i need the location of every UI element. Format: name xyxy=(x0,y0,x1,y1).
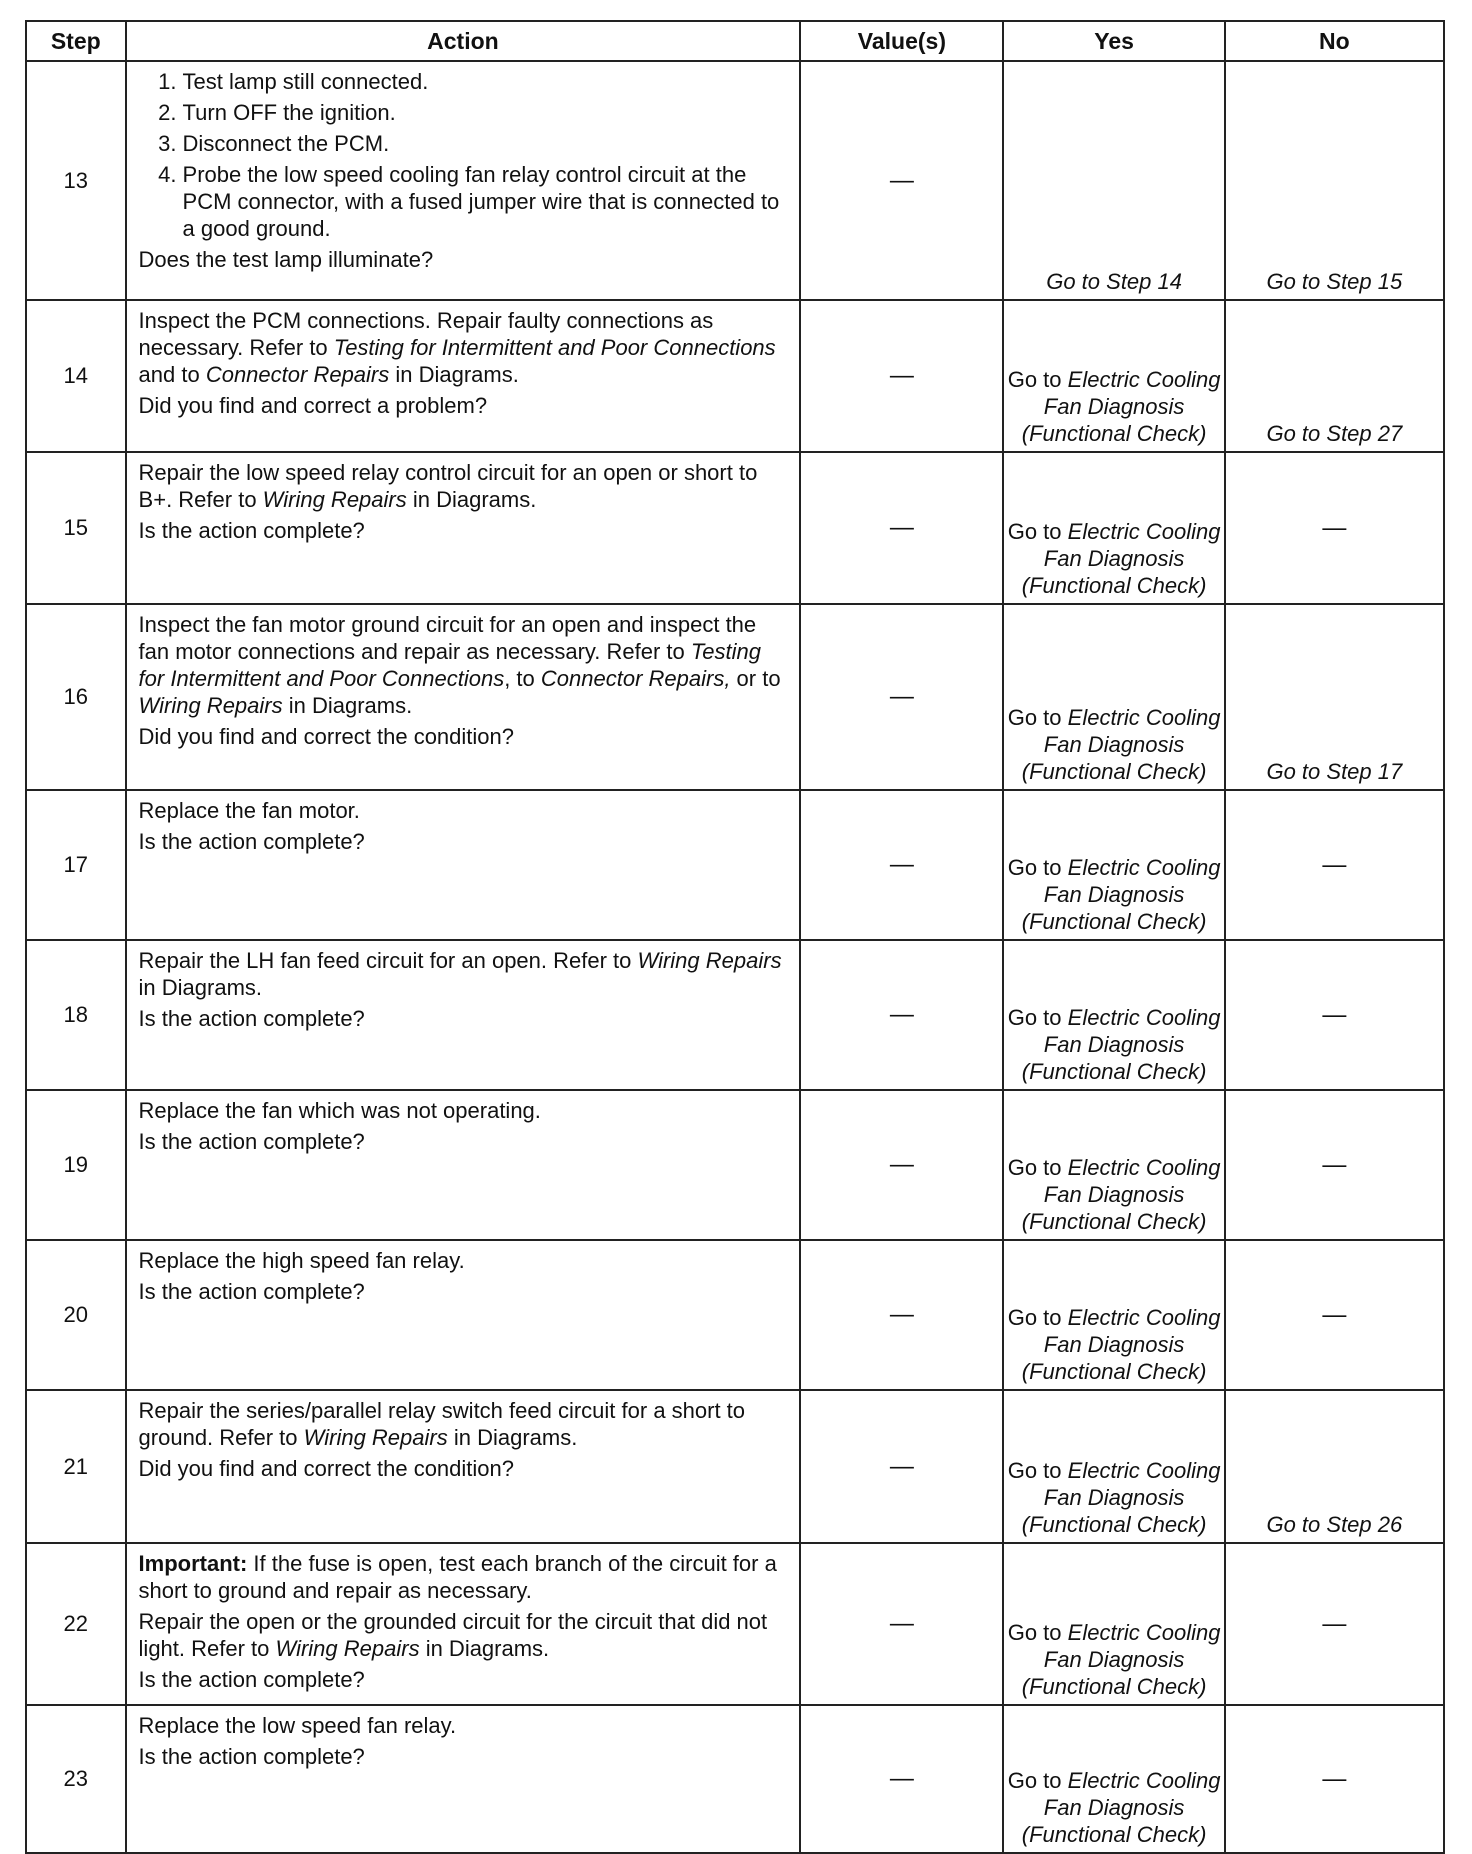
action-cell xyxy=(126,1390,801,1543)
no-goto-step: Go to Step 15 xyxy=(1266,269,1403,294)
action-cell xyxy=(126,604,801,790)
diagnostic-table xyxy=(25,20,1445,1854)
yes-goto: Go to Electric Cooling Fan Diagnosis (Functional Check) xyxy=(1007,1620,1221,1699)
action-cell xyxy=(126,940,801,1090)
action-question: Is the action complete? xyxy=(138,829,365,854)
list-item: 3. Disconnect the PCM. xyxy=(183,130,790,157)
no-cell xyxy=(1225,1543,1444,1705)
yes-cell xyxy=(1003,1240,1224,1390)
action-question: Is the action complete? xyxy=(138,1667,365,1692)
no-dash: — xyxy=(1322,851,1347,879)
list-item: 2. Turn OFF the ignition. xyxy=(183,99,790,126)
step-number: 18 xyxy=(26,940,126,1090)
value-cell: — xyxy=(800,940,1003,1090)
no-cell xyxy=(1225,790,1444,940)
action-question: Is the action complete? xyxy=(138,518,365,543)
action-instruction: Repair the LH fan feed circuit for an open. Refer to Wiring Repairs in Diagrams. xyxy=(138,948,782,1000)
yes-cell xyxy=(1003,940,1224,1090)
action-question: Did you find and correct the condition? xyxy=(138,724,514,749)
table-row xyxy=(26,790,1444,940)
header-yes: Yes xyxy=(1003,21,1224,61)
value-cell: — xyxy=(800,790,1003,940)
no-dash: — xyxy=(1322,1001,1347,1029)
action-cell xyxy=(126,61,801,300)
action-cell xyxy=(126,452,801,604)
yes-goto: Go to Electric Cooling Fan Diagnosis (Functional Check) xyxy=(1007,855,1221,934)
step-number: 19 xyxy=(26,1090,126,1240)
no-cell xyxy=(1225,1090,1444,1240)
action-question: Is the action complete? xyxy=(138,1744,365,1769)
table-row xyxy=(26,940,1444,1090)
yes-goto: Go to Electric Cooling Fan Diagnosis (Functional Check) xyxy=(1007,519,1221,598)
action-list xyxy=(139,68,790,242)
yes-cell xyxy=(1003,604,1224,790)
action-instruction: Replace the high speed fan relay. xyxy=(138,1248,465,1273)
table-row xyxy=(26,1240,1444,1390)
value-cell: — xyxy=(800,1390,1003,1543)
no-cell xyxy=(1225,1705,1444,1853)
action-instruction: Replace the fan which was not operating. xyxy=(138,1098,541,1123)
table-row xyxy=(26,452,1444,604)
step-number: 16 xyxy=(26,604,126,790)
action-cell xyxy=(126,1543,801,1705)
header-no: No xyxy=(1225,21,1444,61)
no-dash: — xyxy=(1322,1151,1347,1179)
value-cell: — xyxy=(800,1543,1003,1705)
action-instruction: Inspect the fan motor ground circuit for an open and inspect the fan motor connections and repair as necessary. Refer to Testing for Intermittent and Poor Connections, to Connector Repairs, or to Wiring Repairs in Diagrams. xyxy=(138,612,781,718)
yes-cell xyxy=(1003,300,1224,452)
yes-cell xyxy=(1003,452,1224,604)
no-cell xyxy=(1225,940,1444,1090)
action-question: Is the action complete? xyxy=(138,1129,365,1154)
step-number: 15 xyxy=(26,452,126,604)
step-number: 17 xyxy=(26,790,126,940)
no-cell xyxy=(1225,604,1444,790)
step-number: 22 xyxy=(26,1543,126,1705)
action-cell xyxy=(126,1090,801,1240)
no-dash: — xyxy=(1322,514,1347,542)
yes-cell xyxy=(1003,1090,1224,1240)
value-cell: — xyxy=(800,604,1003,790)
action-instruction: Replace the low speed fan relay. xyxy=(138,1713,457,1738)
header-action: Action xyxy=(126,21,801,61)
table-row xyxy=(26,61,1444,300)
table-row xyxy=(26,1705,1444,1853)
header-row xyxy=(26,21,1444,61)
action-question: Is the action complete? xyxy=(138,1279,365,1304)
no-cell xyxy=(1225,61,1444,300)
no-goto-step: Go to Step 26 xyxy=(1266,1512,1403,1537)
action-question: Does the test lamp illuminate? xyxy=(138,247,434,272)
action-question: Did you find and correct the condition? xyxy=(138,1456,514,1481)
action-question: Did you find and correct a problem? xyxy=(138,393,488,418)
no-cell xyxy=(1225,452,1444,604)
table-row xyxy=(26,1390,1444,1543)
action-cell xyxy=(126,1240,801,1390)
yes-cell xyxy=(1003,61,1224,300)
table-row xyxy=(26,1090,1444,1240)
yes-goto: Go to Electric Cooling Fan Diagnosis (Functional Check) xyxy=(1007,1768,1221,1847)
yes-cell xyxy=(1003,790,1224,940)
yes-goto: Go to Electric Cooling Fan Diagnosis (Functional Check) xyxy=(1007,367,1221,446)
step-number: 14 xyxy=(26,300,126,452)
step-number: 20 xyxy=(26,1240,126,1390)
yes-goto: Go to Electric Cooling Fan Diagnosis (Functional Check) xyxy=(1007,1458,1221,1537)
action-question: Is the action complete? xyxy=(138,1006,365,1031)
yes-goto: Go to Electric Cooling Fan Diagnosis (Functional Check) xyxy=(1007,705,1221,784)
action-instruction: Repair the series/parallel relay switch feed circuit for a short to ground. Refer to Wiring Repairs in Diagrams. xyxy=(138,1398,746,1450)
no-goto-step: Go to Step 27 xyxy=(1266,421,1403,446)
no-dash: — xyxy=(1322,1301,1347,1329)
yes-cell xyxy=(1003,1543,1224,1705)
action-cell xyxy=(126,790,801,940)
header-step: Step xyxy=(26,21,126,61)
yes-goto: Go to Electric Cooling Fan Diagnosis (Functional Check) xyxy=(1007,1155,1221,1234)
no-cell xyxy=(1225,300,1444,452)
no-cell xyxy=(1225,1240,1444,1390)
value-cell: — xyxy=(800,300,1003,452)
step-number: 21 xyxy=(26,1390,126,1543)
value-cell: — xyxy=(800,1090,1003,1240)
step-number: 23 xyxy=(26,1705,126,1853)
no-cell xyxy=(1225,1390,1444,1543)
action-cell xyxy=(126,1705,801,1853)
table-row xyxy=(26,300,1444,452)
action-instruction: Replace the fan motor. xyxy=(138,798,360,823)
value-cell: — xyxy=(800,61,1003,300)
action-instruction: Repair the open or the grounded circuit for the circuit that did not light. Refer to Wiring Repairs in Diagrams. xyxy=(138,1609,768,1661)
yes-goto-step: Go to Step 14 xyxy=(1046,269,1182,294)
action-instruction: Inspect the PCM connections. Repair faulty connections as necessary. Refer to Testing for Intermittent and Poor Connections and to Connector Repairs in Diagrams. xyxy=(138,308,776,387)
yes-goto: Go to Electric Cooling Fan Diagnosis (Functional Check) xyxy=(1007,1305,1221,1384)
header-values: Value(s) xyxy=(800,21,1003,61)
action-cell xyxy=(126,300,801,452)
value-cell: — xyxy=(800,1705,1003,1853)
no-dash: — xyxy=(1322,1610,1347,1638)
step-number: 13 xyxy=(26,61,126,300)
no-dash: — xyxy=(1322,1765,1347,1793)
important-note: Important: If the fuse is open, test each branch of the circuit for a short to ground and repair as necessary. xyxy=(138,1551,777,1603)
table-row xyxy=(26,604,1444,790)
no-goto-step: Go to Step 17 xyxy=(1266,759,1403,784)
yes-cell xyxy=(1003,1390,1224,1543)
action-instruction: Repair the low speed relay control circuit for an open or short to B+. Refer to Wiring Repairs in Diagrams. xyxy=(138,460,758,512)
list-item: 1. Test lamp still connected. xyxy=(183,68,790,95)
list-item: 4. Probe the low speed cooling fan relay control circuit at the PCM connector, with a fused jumper wire that is connected to a good ground. xyxy=(183,161,790,242)
table-row xyxy=(26,1543,1444,1705)
value-cell: — xyxy=(800,1240,1003,1390)
yes-cell xyxy=(1003,1705,1224,1853)
value-cell: — xyxy=(800,452,1003,604)
yes-goto: Go to Electric Cooling Fan Diagnosis (Functional Check) xyxy=(1007,1005,1221,1084)
